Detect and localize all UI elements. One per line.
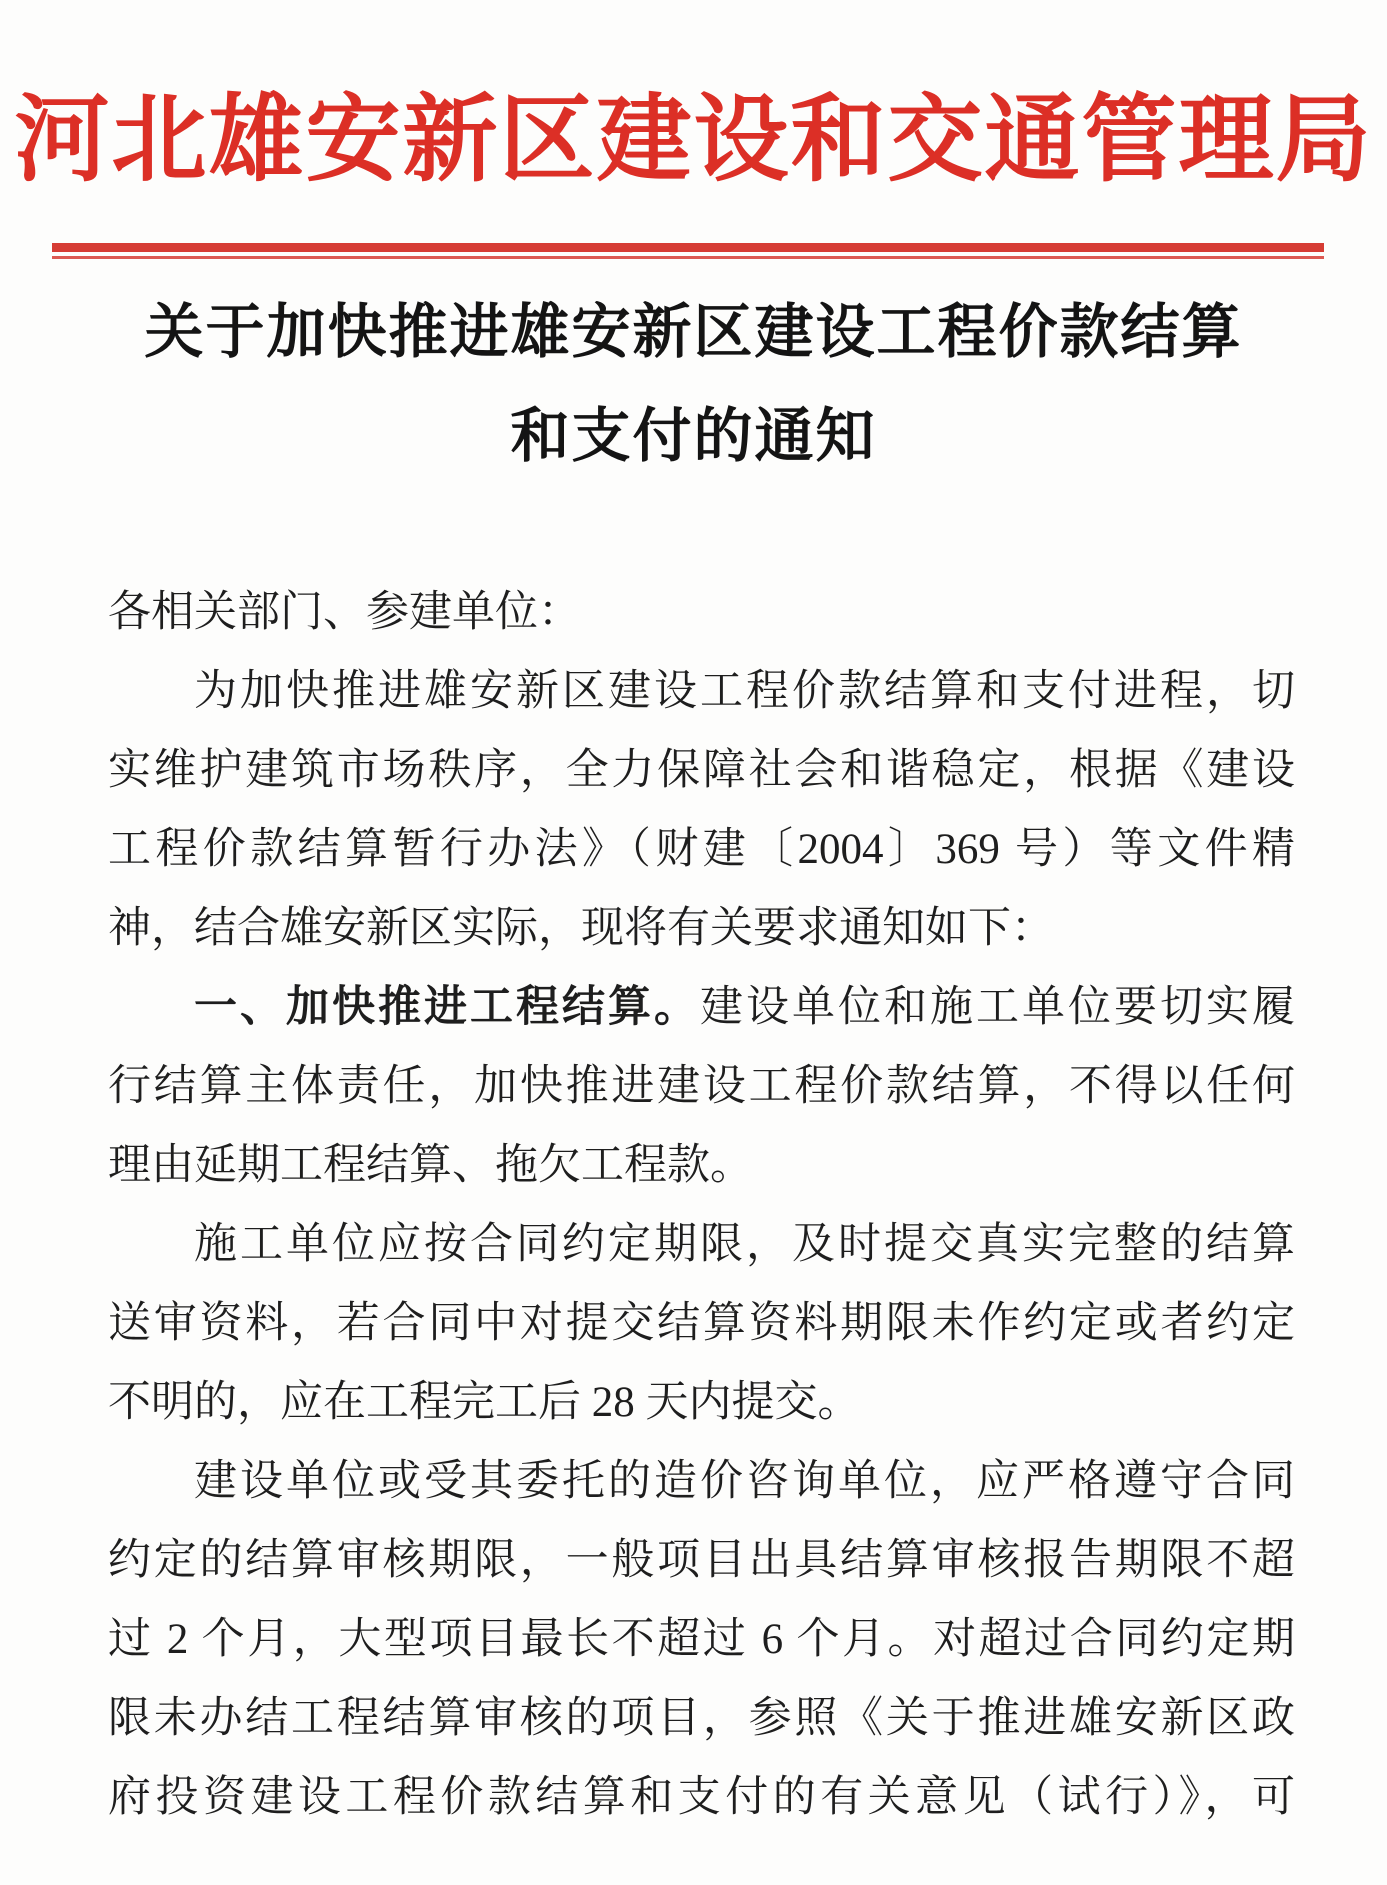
body-text-segment: 建设单位和施工单位要切实履 (700, 984, 1295, 1031)
document-title-line-1: 关于加快推进雄安新区建设工程价款结算 (144, 299, 1243, 365)
body-line (108, 1047, 1295, 1126)
masthead-rule-thick (52, 243, 1324, 252)
document-body (0, 573, 1387, 1837)
body-text-segment: 行结算主体责任，加快推进建设工程价款结算，不得以任何 (108, 1063, 1295, 1110)
body-text-segment: 不明的，应在工程完工后 28 天内提交。 (108, 1379, 861, 1426)
body-line (108, 573, 1295, 652)
body-line (108, 968, 1295, 1047)
body-text-segment: 施工单位应按合同约定期限，及时提交真实完整的结算 (194, 1221, 1295, 1268)
body-text-segment: 限未办结工程结算审核的项目，参照《关于推进雄安新区政 (108, 1695, 1295, 1742)
body-text-segment: 过 2 个月，大型项目最长不超过 6 个月。对超过合同约定期 (108, 1616, 1295, 1663)
body-line (108, 1758, 1295, 1837)
agency-masthead: 河北雄安新区建设和交通管理局 (14, 87, 1373, 193)
document-title-line-2: 和支付的通知 (510, 403, 877, 469)
body-line (108, 1679, 1295, 1758)
body-line (108, 1442, 1295, 1521)
body-text-segment: 工程价款结算暂行办法》（财建〔2004〕369 号）等文件精 (108, 826, 1295, 873)
body-text-segment: 送审资料，若合同中对提交结算资料期限未作约定或者约定 (108, 1300, 1295, 1347)
masthead-rule-thin (52, 256, 1324, 259)
masthead-rule (52, 243, 1324, 259)
body-line (108, 1205, 1295, 1284)
body-text-segment: 神，结合雄安新区实际，现将有关要求通知如下： (108, 905, 1054, 952)
body-line (108, 731, 1295, 810)
body-line (108, 1284, 1295, 1363)
body-line (108, 652, 1295, 731)
body-line (108, 1363, 1295, 1442)
body-text-segment: 为加快推进雄安新区建设工程价款结算和支付进程，切 (194, 668, 1295, 715)
body-line (108, 1600, 1295, 1679)
body-text-segment: 各相关部门、参建单位： (108, 589, 581, 636)
body-text-bold-segment: 一、加快推进工程结算。 (194, 983, 700, 1031)
body-text-segment: 建设单位或受其委托的造价咨询单位，应严格遵守合同 (194, 1458, 1295, 1505)
body-text-segment: 约定的结算审核期限，一般项目出具结算审核报告期限不超 (108, 1537, 1295, 1584)
body-line (108, 810, 1295, 889)
body-text-segment: 府投资建设工程价款结算和支付的有关意见（试行）》，可 (108, 1774, 1295, 1821)
body-line (108, 1521, 1295, 1600)
body-line (108, 1126, 1295, 1205)
body-text-segment: 实维护建筑市场秩序，全力保障社会和谐稳定，根据《建设 (108, 747, 1295, 794)
body-line (108, 889, 1295, 968)
document-title (0, 280, 1387, 488)
body-text-segment: 理由延期工程结算、拖欠工程款。 (108, 1142, 753, 1189)
